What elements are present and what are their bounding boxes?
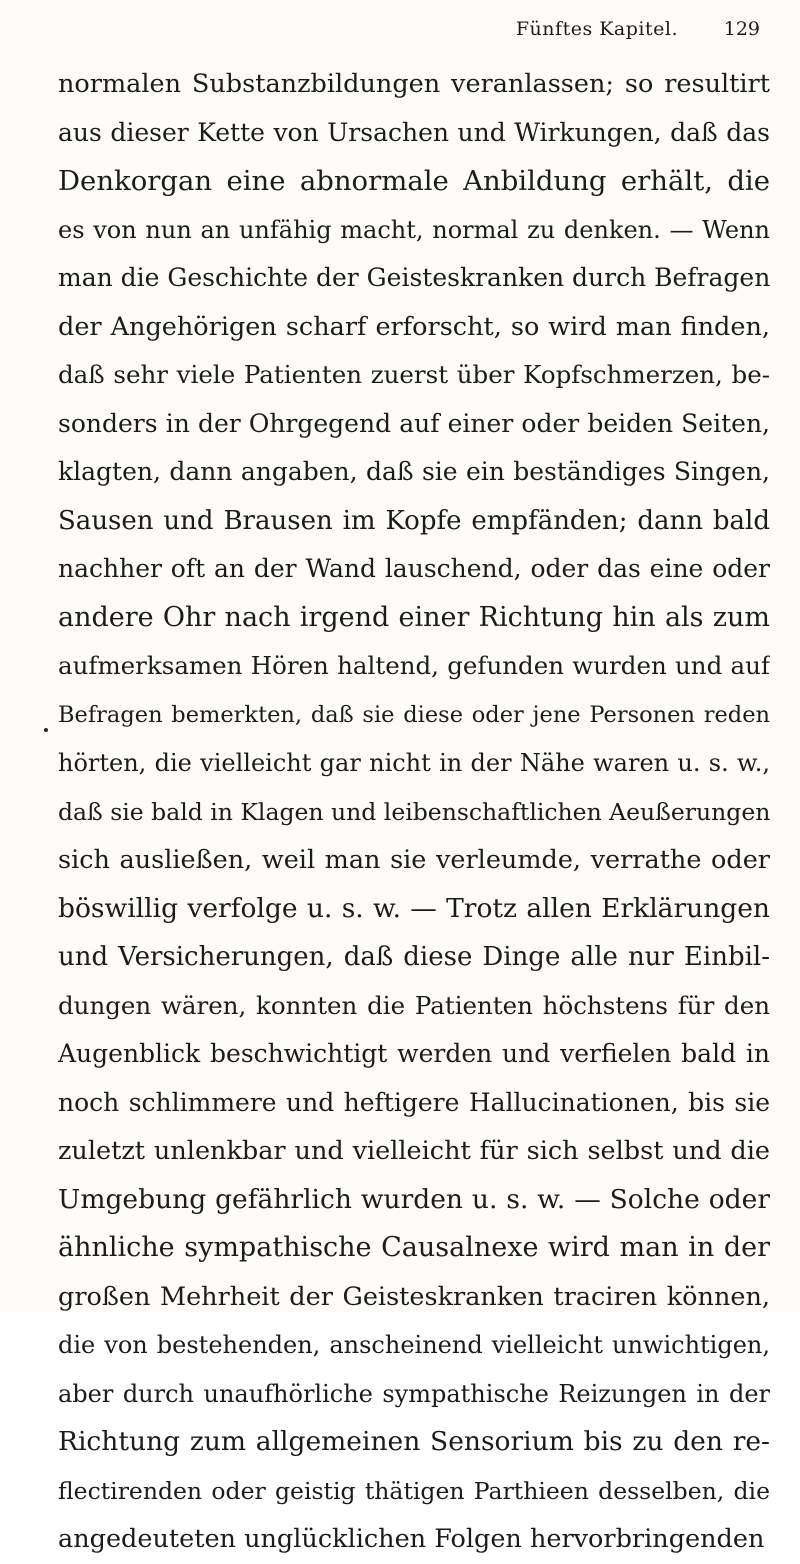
text-line: aus dieser Kette von Ursachen und Wirkungen, daß das	[58, 117, 770, 147]
text-line: Augenblick beschwichtigt werden und verfielen bald in	[58, 1039, 770, 1068]
text-line: hörten, die vielleicht gar nicht in der Nähe waren u. s. w.,	[58, 749, 770, 777]
text-line: böswillig verfolge u. s. w. — Trotz allen Erklärungen	[58, 892, 770, 924]
text-line: andere Ohr nach irgend einer Richtung hin als zum	[58, 601, 770, 633]
text-line: die von bestehenden, anscheinend vielleicht unwichtigen,	[58, 1331, 770, 1359]
margin-dot	[44, 728, 48, 732]
body-text	[58, 60, 770, 1564]
text-line: zuletzt unlenkbar und vielleicht für sich selbst und die	[58, 1136, 770, 1166]
text-line: daß sehr viele Patienten zuerst über Kopfschmerzen, be-	[58, 360, 770, 389]
text-line: dungen wären, konnten die Patienten höchstens für den	[58, 990, 770, 1020]
text-line: aufmerksamen Hören haltend, gefunden wurden und auf	[58, 651, 770, 680]
text-line: ähnliche sympathische Causalnexe wird man in der	[58, 1232, 770, 1263]
page-number: 129	[723, 18, 760, 40]
text-line: und Versicherungen, daß diese Dinge alle nur Einbil-	[58, 942, 770, 972]
text-line: Sausen und Brausen im Kopfe empfänden; dann bald	[58, 505, 770, 536]
text-line: angedeuteten unglücklichen Folgen hervorbringenden	[58, 1524, 765, 1554]
text-line: normalen Substanzbildungen veranlassen; so resultirt	[58, 69, 770, 99]
text-line: klagten, dann angaben, daß sie ein beständiges Singen,	[58, 457, 770, 486]
text-line: Richtung zum allgemeinen Sensorium bis zu den re-	[58, 1426, 770, 1457]
text-line: noch schlimmere und heftigere Hallucinationen, bis sie	[58, 1087, 770, 1117]
text-line: großen Mehrheit der Geisteskranken traciren können,	[58, 1281, 770, 1312]
text-line: Denkorgan eine abnormale Anbildung erhält, die	[58, 165, 770, 197]
text-line: Befragen bemerkten, daß sie diese oder jene Personen reden	[58, 701, 770, 728]
text-line: nachher oft an der Wand lauschend, oder das eine oder	[58, 554, 770, 583]
text-line: aber durch unaufhörliche sympathische Reizungen in der	[58, 1379, 770, 1408]
text-line: sonders in der Ohrgegend auf einer oder beiden Seiten,	[58, 408, 770, 438]
text-line: sich ausließen, weil man sie verleumde, verrathe oder	[58, 845, 770, 875]
text-line: Umgebung gefährlich wurden u. s. w. — Solche oder	[58, 1183, 770, 1215]
text-line: man die Geschichte der Geisteskranken durch Befragen	[58, 263, 770, 292]
text-line: es von nun an unfähig macht, normal zu denken. — Wenn	[58, 215, 770, 244]
text-line: daß sie bald in Klagen und leibenschaftlichen Aeußerungen	[58, 797, 770, 826]
chapter-title: Fünftes Kapitel.	[515, 18, 678, 40]
text-line: der Angehörigen scharf erforscht, so wird man finden,	[58, 311, 770, 342]
text-line: flectirenden oder geistig thätigen Parthieen desselben, die	[58, 1476, 770, 1505]
running-header	[60, 14, 760, 44]
